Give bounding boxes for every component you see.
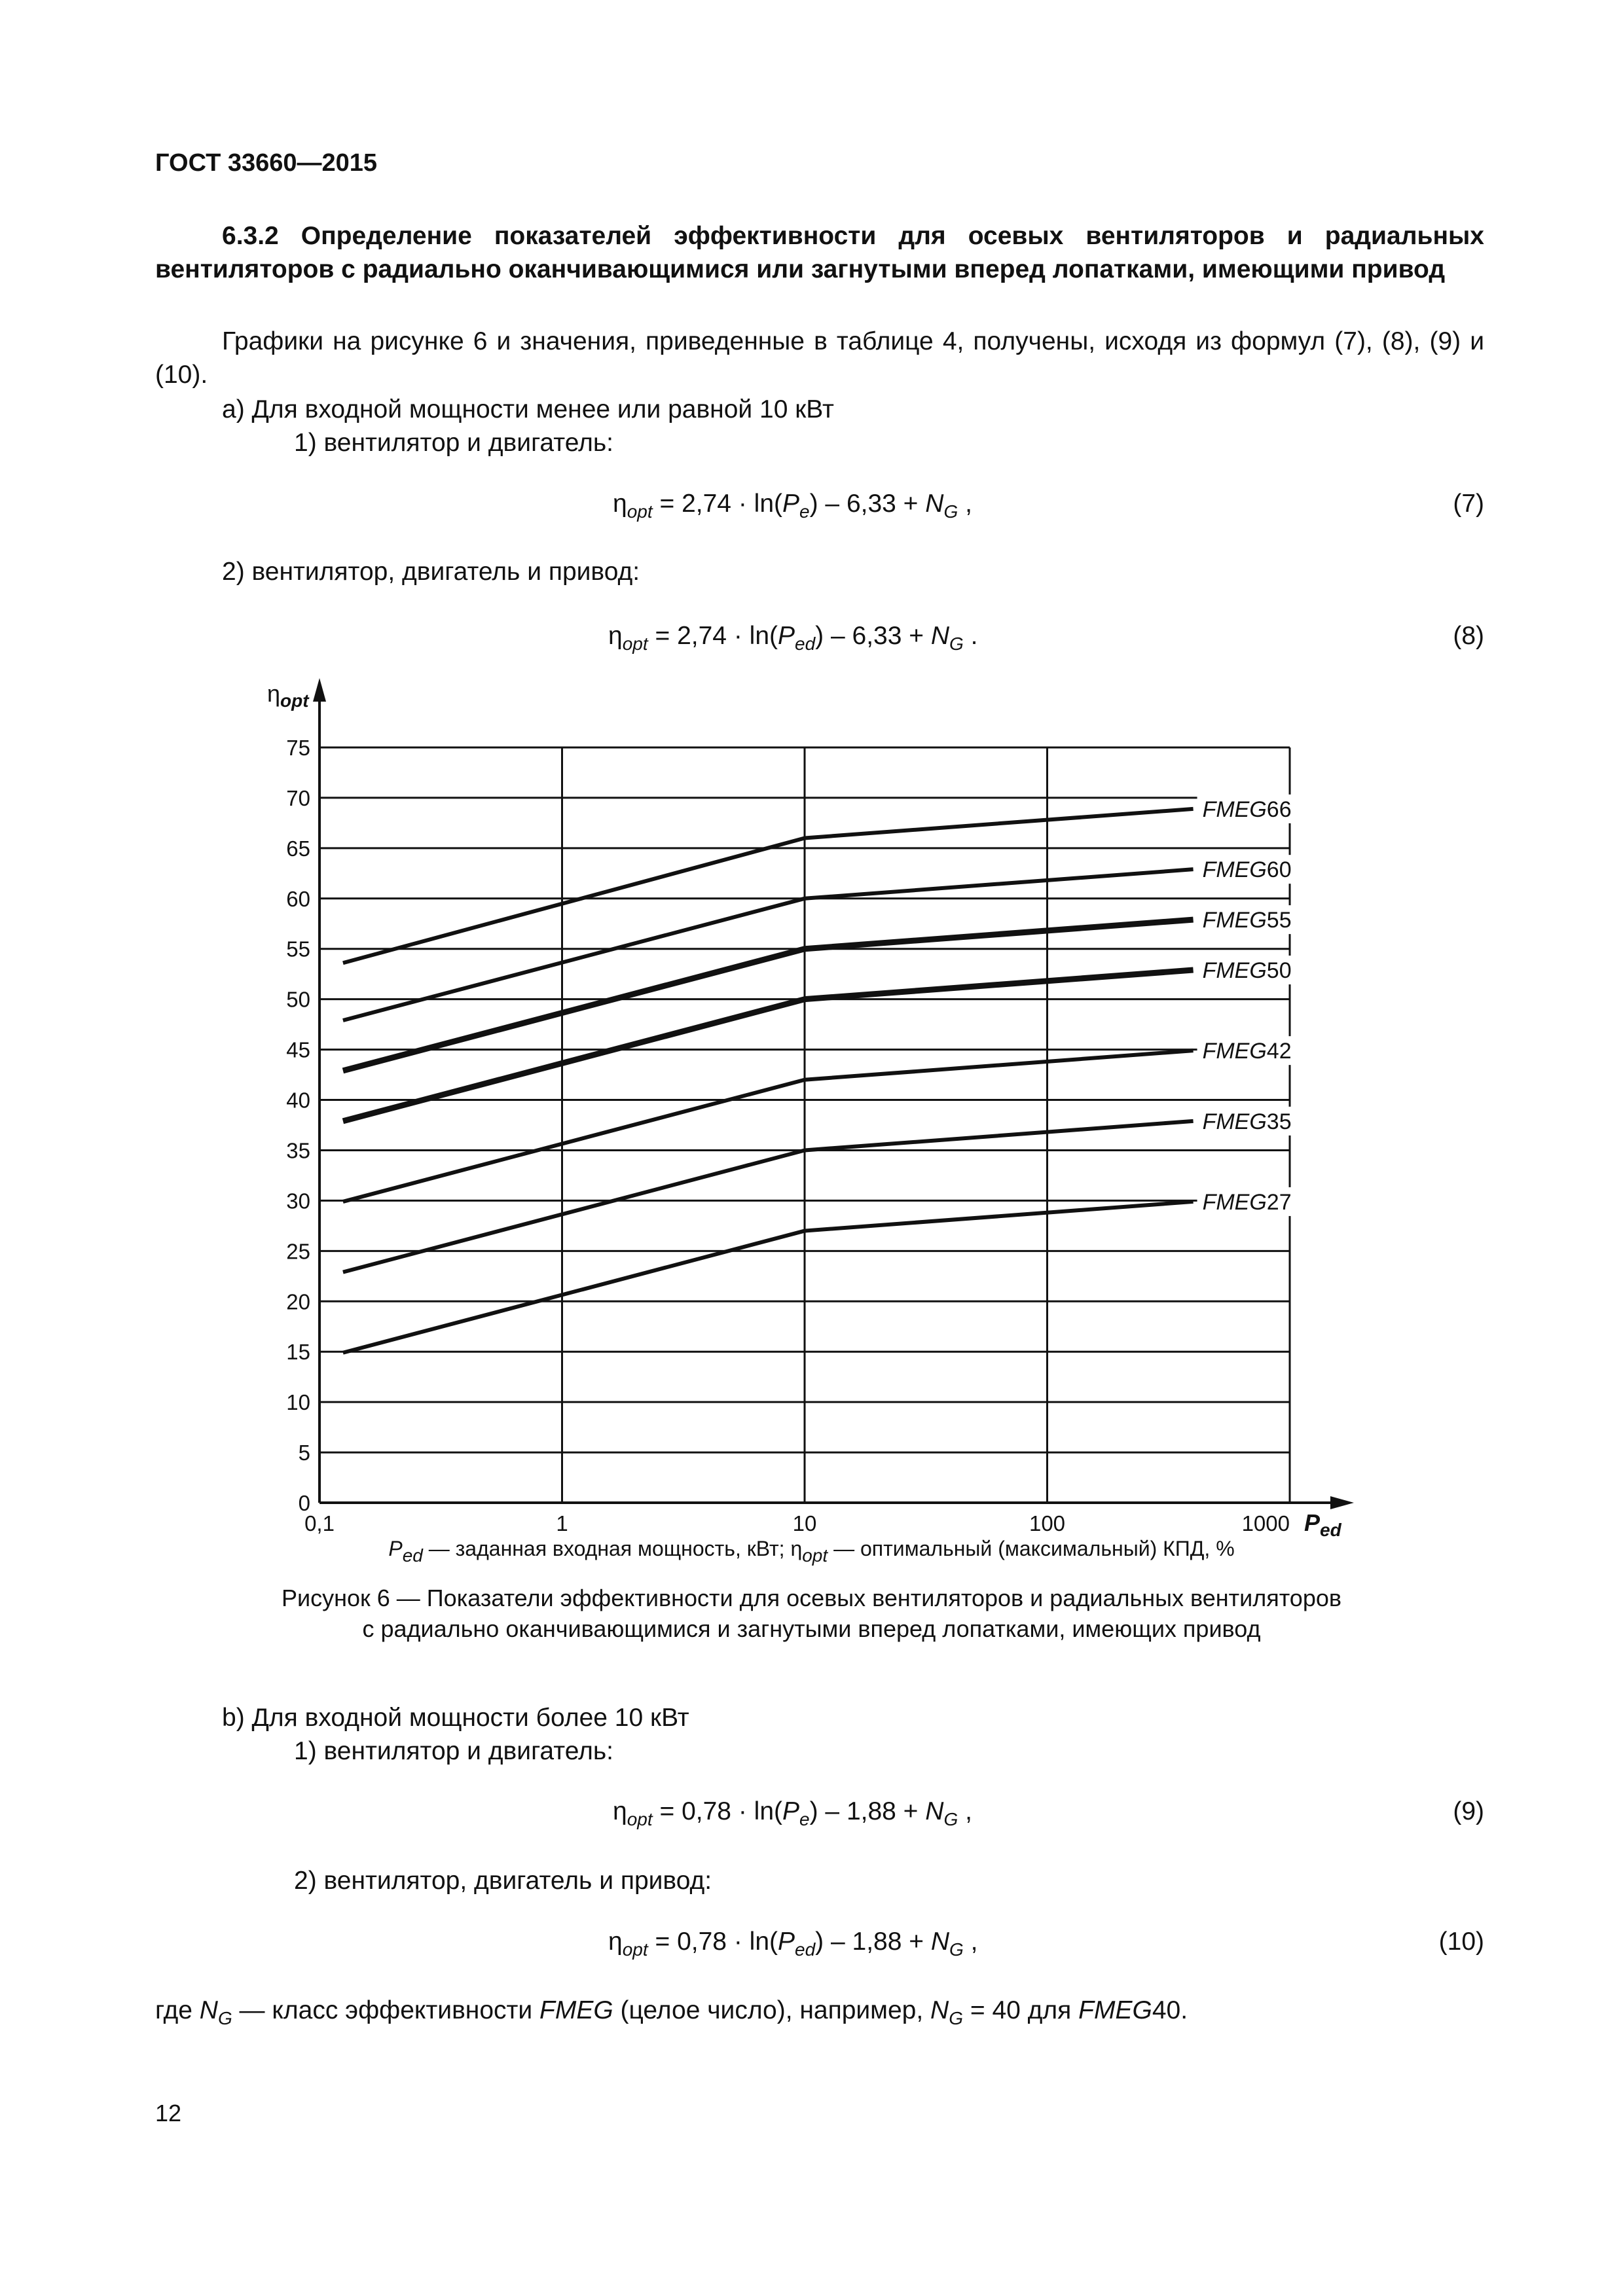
formula-8: $\eta_{opt} = 2,74 \cdot \ln(P_{ed}) - 6,33 + N_G$ . xyxy=(608,622,978,654)
y-tick-label: 5 xyxy=(298,1441,310,1465)
where-clause: где $N_G$ — класс эффективности FMEG (целое число), например, $N_G = 40$ для FMEG40. xyxy=(155,1996,1188,2028)
y-tick-label: 25 xyxy=(286,1239,310,1264)
formula-9: $\eta_{opt} = 0,78 \cdot \ln(P_e) - 1,88 + N_G$ , xyxy=(613,1797,972,1829)
x-tick-label: 1 xyxy=(556,1511,568,1535)
series-line-fmeg35 xyxy=(343,1121,1194,1272)
y-tick-label: 20 xyxy=(286,1289,310,1314)
y-tick-label: 60 xyxy=(286,886,310,911)
series-label-fmeg35: FMEG35 xyxy=(1202,1109,1292,1134)
case-b-item-2: 2) вентилятор, двигатель и привод: xyxy=(294,1867,712,1895)
x-tick-label: 0,1 xyxy=(304,1511,335,1535)
formula-10-number: (10) xyxy=(1438,1928,1484,1956)
series-line-fmeg60 xyxy=(343,869,1194,1020)
figure-caption-line-2: с радиально оканчивающимися и загнутыми вперед лопатками, имеющих привод xyxy=(362,1615,1261,1642)
y-tick-label: 30 xyxy=(286,1189,310,1213)
series-line-fmeg27 xyxy=(343,1202,1194,1353)
figure-caption-line-1: Рисунок 6 — Показатели эффективности для осевых вентиляторов и радиальных вентиляторов xyxy=(282,1585,1341,1611)
series-label-fmeg66: FMEG66 xyxy=(1202,797,1292,822)
y-axis-label: $\eta_{opt}$ xyxy=(267,680,309,711)
series-line-fmeg50 xyxy=(343,970,1194,1121)
series-label-fmeg55: FMEG55 xyxy=(1202,908,1292,933)
series-line-fmeg42 xyxy=(343,1050,1194,1202)
x-tick-label: 1000 xyxy=(1241,1511,1290,1535)
chart-series xyxy=(343,809,1194,1353)
y-tick-label: 45 xyxy=(286,1037,310,1062)
section-title: 6.3.2 Определение показателей эффективности для осевых вентиляторов и радиальных вентиляторов с радиально оканчивающимися или загнутыми вперед лопатками, имеющими привод xyxy=(155,222,1484,283)
x-axis-label: $P_{ed}$ xyxy=(1304,1509,1341,1540)
y-tick-label: 75 xyxy=(286,736,310,760)
y-axis-arrow xyxy=(313,678,326,702)
y-tick-label: 65 xyxy=(286,836,310,861)
y-tick-label: 40 xyxy=(286,1088,310,1113)
formula-10: $\eta_{opt} = 0,78 \cdot \ln(P_{ed}) - 1,88 + N_G$ , xyxy=(608,1928,978,1960)
y-tick-label: 15 xyxy=(286,1340,310,1365)
page-number: 12 xyxy=(155,2100,182,2126)
case-a-item-2: 2) вентилятор, двигатель и привод: xyxy=(222,558,640,586)
y-tick-label: 70 xyxy=(286,785,310,810)
y-tick-label: 35 xyxy=(286,1138,310,1163)
formula-7-number: (7) xyxy=(1453,490,1484,518)
y-tick-label: 50 xyxy=(286,987,310,1012)
formula-9-number: (9) xyxy=(1453,1797,1484,1825)
series-line-fmeg55 xyxy=(343,920,1194,1071)
formula-8-number: (8) xyxy=(1453,622,1484,650)
case-a-item-1: 1) вентилятор и двигатель: xyxy=(294,429,613,457)
document-header: ГОСТ 33660—2015 xyxy=(155,149,378,177)
x-tick-label: 100 xyxy=(1029,1511,1066,1535)
x-tick-label: 10 xyxy=(792,1511,817,1535)
figure-caption xyxy=(0,1583,1623,1644)
series-line-fmeg66 xyxy=(343,809,1194,963)
case-a-label: а) Для входной мощности менее или равной 10 кВт xyxy=(222,395,834,423)
y-tick-label: 0 xyxy=(298,1491,310,1515)
series-label-fmeg27: FMEG27 xyxy=(1202,1189,1292,1215)
formula-7: $\eta_{opt} = 2,74 \cdot \ln(P_e) - 6,33 + N_G$ , xyxy=(613,490,972,522)
y-tick-label: 55 xyxy=(286,937,310,961)
series-label-fmeg60: FMEG60 xyxy=(1202,857,1292,883)
case-b-item-1: 1) вентилятор и двигатель: xyxy=(294,1737,613,1765)
series-label-fmeg42: FMEG42 xyxy=(1202,1039,1292,1064)
y-tick-label: 10 xyxy=(286,1390,310,1415)
case-b-label: b) Для входной мощности более 10 кВт xyxy=(222,1704,689,1732)
chart-legend-caption: $P_{ed}$ — заданная входная мощность, кВт; $\eta_{opt}$ — оптимальный (максимальный) КПД, % xyxy=(388,1537,1235,1566)
intro-paragraph: Графики на рисунке 6 и значения, приведенные в таблице 4, получены, исходя из формул (7), (8), (9) и (10). xyxy=(155,327,1484,389)
x-axis-arrow xyxy=(1330,1496,1354,1509)
series-label-fmeg50: FMEG50 xyxy=(1202,958,1292,984)
